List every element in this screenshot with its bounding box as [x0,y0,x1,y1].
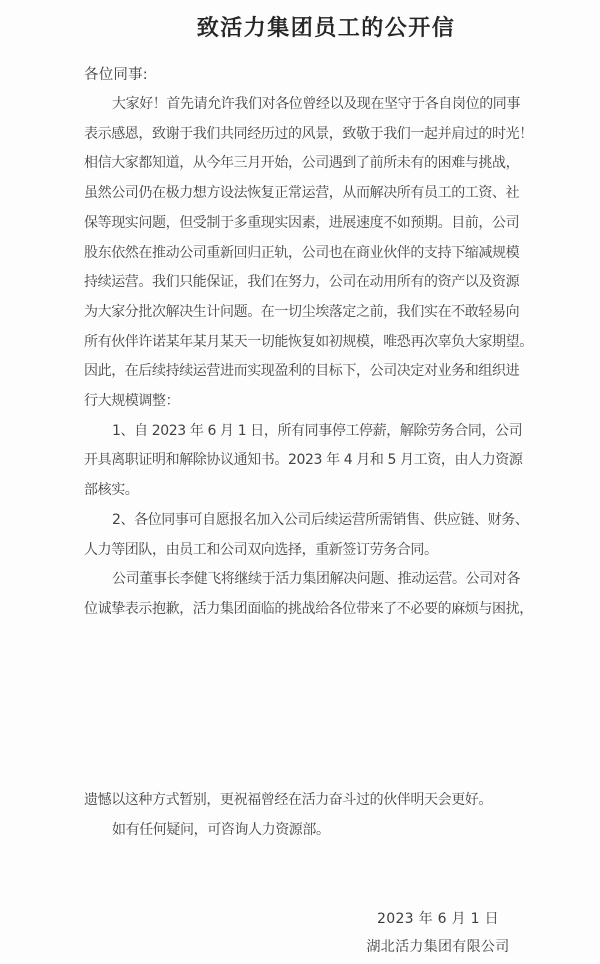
letter-line: 为大家分批次解决生计问题。在一切尘埃落定之前，我们实在不敢轻易向 [84,303,520,320]
letter-line: 如有任何疑问，可咨询人力资源部。 [112,822,330,838]
letter-line: 开具离职证明和解除协议通知书。2023 年 4 月和 5 月工资，由人力资源 [84,452,523,469]
letter-line: 保等现实问题，但受制于多重现实因素，进展速度不如预期。目前，公司 [84,214,520,231]
letter-line: 遗憾以这种方式暂别，更祝福曾经在活力奋斗过的伙伴明天会更好。 [84,792,492,808]
letter-line: 行大规模调整： [84,393,180,410]
letter-line: 所有伙伴许诺某年某月某天一切能恢复如初规模，唯恐再次辜负大家期望。 [84,333,533,350]
letter-line: 持续运营。我们只能保证，我们在努力，公司在动用所有的资产以及资源 [84,274,520,291]
letter-line: 公司董事长李健飞将继续于活力集团解决问题、推动运营。公司对各 [112,571,520,588]
letter-line: 表示感恩，致谢于我们共同经历过的风景，致敬于我们一起并肩过的时光！ [84,125,533,142]
letter-line: 股东依然在推动公司重新回归正轨，公司也在商业伙伴的支持下缩减规模 [84,244,520,261]
letter-line: 2、各位同事可自愿报名加入公司后续运营所需销售、供应链、财务、 [112,511,529,528]
letter-line: 大家好！首先请允许我们对各位曾经以及现在坚守于各自岗位的同事 [112,96,520,112]
signature-block [278,905,598,961]
letter-date: 2023 年 6 月 1 日 [377,911,499,927]
company-name: 湖北活力集团有限公司 [366,939,510,955]
letter-title: 致活力集团员工的公开信 [196,16,456,41]
letter-line: 因此，在后续持续运营进而实现盈利的目标下，公司决定对业务和组织进 [84,363,520,380]
letter-line: 部核实。 [84,482,139,499]
letter-salutation: 各位同事: [84,67,148,83]
letter-closing [84,785,554,845]
letter-line: 虽然公司仍在极力想方设法恢复正常运营，从而解决所有员工的工资、社 [84,185,520,202]
letter-line: 1、自 2023 年 6 月 1 日，所有同事停工停薪，解除劳务合同，公司 [112,422,523,439]
letter-body [84,90,554,625]
letter-line: 位诚挚表示抱歉，活力集团面临的挑战给各位带来了不必要的麻烦与困扰， [84,600,533,617]
letter-line: 人力等团队，由员工和公司双向选择，重新签订劳务合同。 [84,541,438,558]
letter-line: 相信大家都知道，从今年三月开始，公司遇到了前所未有的困难与挑战， [84,155,520,172]
